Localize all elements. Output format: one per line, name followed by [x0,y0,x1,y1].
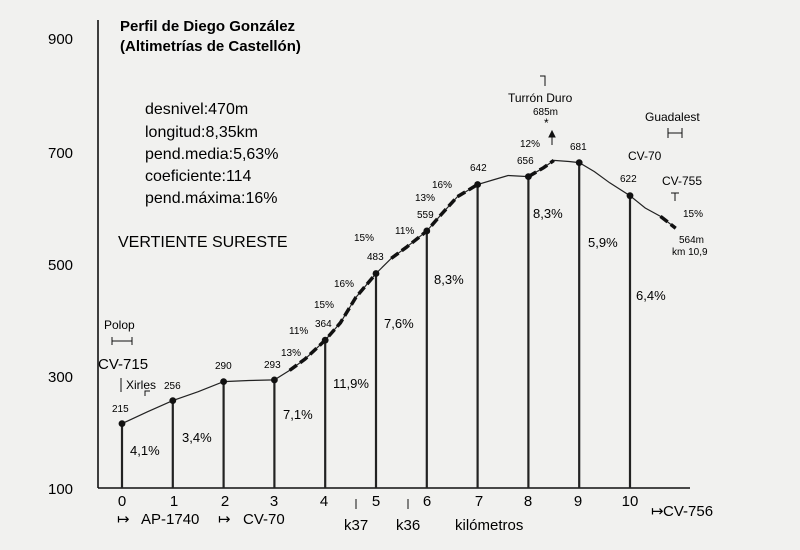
y-tick-label-500: 500 [48,257,74,274]
arrow-cv70: ↦ [218,511,231,528]
km-marker-3 [271,377,278,384]
km-marker-4 [322,337,329,344]
place-polop: Polop [104,318,135,332]
steep-grade-15b: 15% [354,233,375,244]
alt-label-2: 290 [215,361,232,372]
place-guadalest: Guadalest [645,110,700,124]
label-ap1740: AP-1740 [141,511,200,528]
alt-label-4: 364 [315,319,332,330]
alt-label-3: 293 [264,360,281,371]
km-marker-0 [119,420,126,427]
guadalest-bracket-icon [668,128,682,138]
label-k37: k37 [344,517,369,534]
y-tick-label-700: 700 [48,145,74,162]
place-cv70-top: CV-70 [628,149,662,163]
label-cv756: CV-756 [663,503,714,520]
x-tick-label-5: 5 [371,493,381,510]
stat-longitud: longitud:8,35km [145,124,258,141]
km-marker-6 [423,228,430,235]
y-tick-label-100: 100 [48,481,74,498]
grade-label-8: 6,4% [636,288,666,303]
alt-label-9: 681 [570,142,587,153]
turron-altitude: 685m [533,107,559,118]
steep-grade-11a: 11% [289,326,309,337]
cv755-marker-icon [671,193,679,201]
label-cv70: CV-70 [243,511,285,528]
steep-segment-0 [290,274,376,371]
km-marker-2 [220,378,227,385]
x-tick-label-0: 0 [117,493,127,510]
steep-grade-15c: 15% [683,209,704,220]
km-marker-8 [525,173,532,180]
grade-label-7: 5,9% [588,235,618,250]
place-cv715: CV-715 [98,356,149,373]
end-km: km 10,9 [672,247,708,258]
grade-label-1: 3,4% [182,430,212,445]
grade-label-4: 7,6% [384,316,414,331]
steep-grade-15a: 15% [314,300,335,311]
vertiente-label: VERTIENTE SURESTE [118,234,288,251]
end-altitude: 564m [679,235,705,246]
chart-title: Perfil de Diego González [120,18,296,35]
km-marker-9 [576,159,583,166]
turron-star: * [544,116,549,130]
place-cv755: CV-755 [662,174,703,188]
steep-grade-13b: 13% [415,193,436,204]
steep-grade-13a: 13% [281,348,302,359]
x-tick-label-9: 9 [573,493,583,510]
x-tick-label-1: 1 [169,493,179,510]
alt-label-8: 656 [517,156,534,167]
arrow-ap1740: ↦ [117,511,130,528]
alt-label-7: 642 [470,163,487,174]
x-axis-title: kilómetros [455,517,524,534]
chart-subtitle: (Altimetrías de Castellón) [120,38,301,55]
place-turron-duro: Turrón Duro [508,91,573,105]
stat-pend-media: pend.media:5,63% [145,146,279,163]
steep-segments [290,160,676,370]
turron-flag-icon [540,76,545,86]
x-tick-label-10: 10 [621,493,639,510]
x-tick-label-3: 3 [269,493,279,510]
y-tick-label-300: 300 [48,369,74,386]
x-tick-label-2: 2 [220,493,230,510]
y-tick-label-900: 900 [48,31,74,48]
steep-grade-11b: 11% [395,226,415,237]
alt-label-1: 256 [164,381,181,392]
stat-pend-maxima: pend.máxima:16% [145,190,278,207]
grade-label-3: 11,9% [333,376,369,391]
steep-grade-16a: 16% [334,279,355,290]
alt-label-10: 622 [620,174,637,185]
x-tick-label-8: 8 [523,493,533,510]
summit-arrow-icon [549,131,555,145]
stat-desnivel: desnivel:470m [145,101,249,118]
x-tick-label-7: 7 [474,493,484,510]
stat-coeficiente: coeficiente:114 [145,168,252,185]
alt-label-0: 215 [112,404,129,415]
grade-label-5: 8,3% [434,272,464,287]
grade-label-2: 7,1% [283,407,313,422]
place-xirles: Xirles [126,378,157,392]
steep-grade-16b: 16% [432,180,453,191]
polop-bracket-icon [112,337,132,345]
x-tick-label-6: 6 [422,493,432,510]
km-marker-1 [169,397,176,404]
steep-grade-12: 12% [520,139,541,150]
alt-label-5: 483 [367,252,384,263]
grade-label-6: 8,3% [533,206,563,221]
arrow-cv756: ↦ [651,503,664,520]
x-tick-label-4: 4 [319,493,329,510]
alt-label-6: 559 [417,210,434,221]
km-marker-10 [627,192,634,199]
grade-label-0: 4,1% [130,443,160,458]
km-marker-7 [474,181,481,188]
label-k36: k36 [396,517,421,534]
km-marker-5 [373,270,380,277]
